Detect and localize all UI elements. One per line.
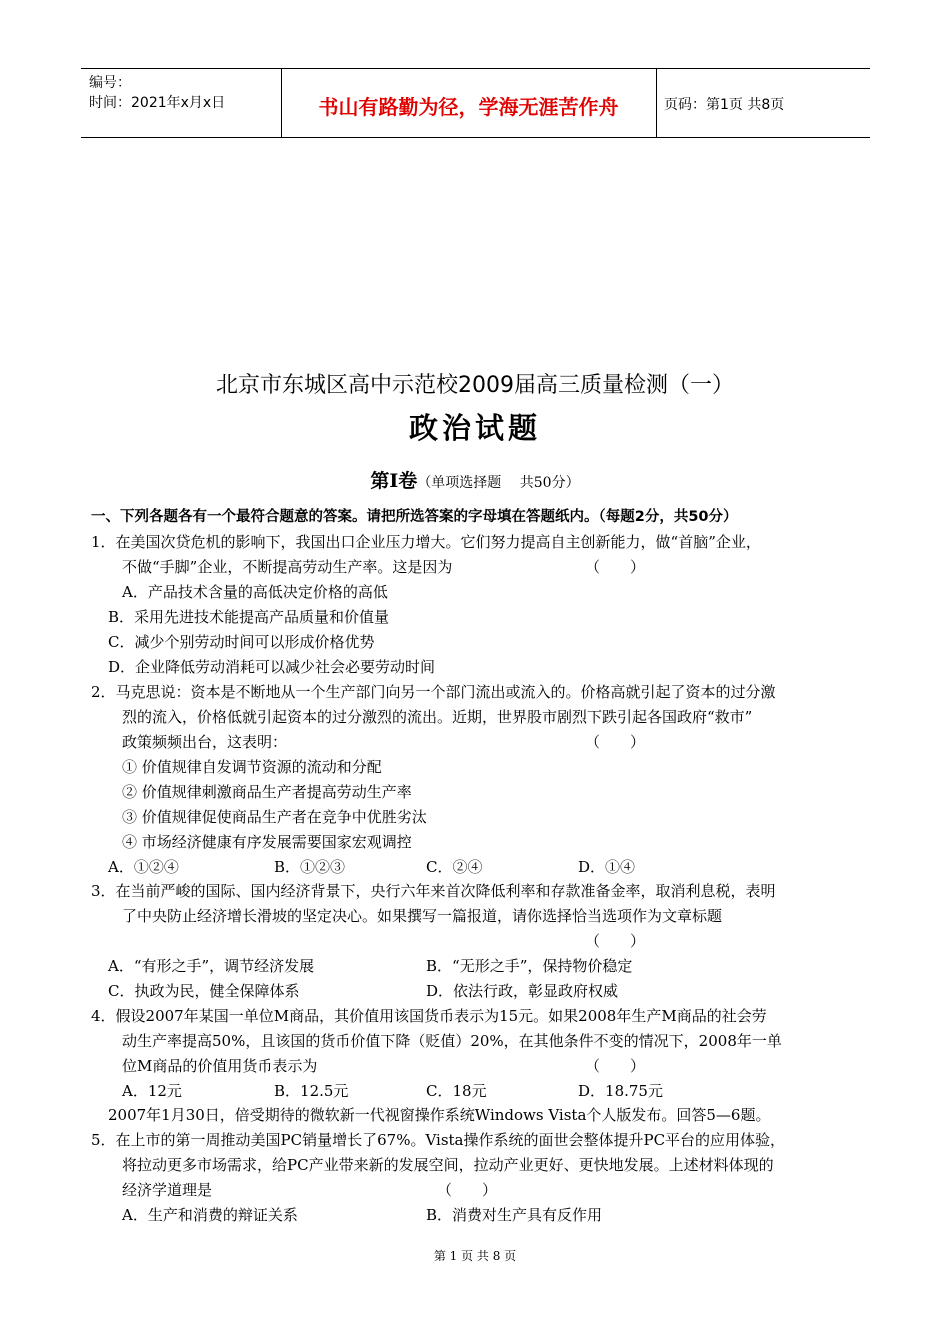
answer-bracket: （ ） [585, 558, 646, 576]
question-3-option: C．执政为民，健全保障体系 [108, 982, 300, 1000]
question-3-stem: 3．在当前严峻的国际、国内经济背景下，央行六年来首次降低利率和存款准备金率，取消利息税，表明 [91, 882, 776, 900]
question-1-option: D．企业降低劳动消耗可以减少社会必要劳动时间 [108, 658, 436, 676]
question-1-stem: 1．在美国次贷危机的影响下，我国出口企业压力增大。它们努力提高自主创新能力，做“首脑”企业， [91, 533, 761, 551]
question-2-item: ④ 市场经济健康有序发展需要国家宏观调控 [122, 833, 412, 851]
question-3-option: B．“无形之手”，保持物价稳定 [426, 957, 633, 975]
question-3-stem: 了中央防止经济增长滑坡的坚定决心。如果撰写一篇报道，请你选择恰当选项作为文章标题 [122, 907, 723, 925]
question-3-option: D．依法行政，彰显政府权威 [426, 982, 619, 1000]
question-2-item: ② 价值规律刺激商品生产者提高劳动生产率 [122, 783, 412, 801]
number-label: 编号： [89, 75, 131, 91]
question-2-option: B．①②③ [274, 858, 346, 876]
question-1-option: A．产品技术含量的高低决定价格的高低 [122, 583, 388, 601]
question-2-stem: 2．马克思说：资本是不断地从一个生产部门向另一个部门流出或流入的。价格高就引起了资本的过分激 [91, 683, 776, 701]
header-motto: 书山有路勤为径，学海无涯苦作舟 [318, 95, 619, 119]
question-2-stem: 政策频频出台，这表明： [122, 733, 288, 751]
volume-name: 第Ⅰ卷 [370, 470, 418, 492]
material-intro: 2007年1月30日，倍受期待的微软新一代视窗操作系统Windows Vista个人版发布。回答5—6题。 [108, 1106, 771, 1124]
time-label: 时间：2021年x月x日 [89, 95, 226, 111]
question-4-option: C．18元 [426, 1082, 487, 1100]
question-4-stem: 4．假设2007年某国一单位M商品，其价值用该国货币表示为15元。如果2008年生产M商品的社会劳 [91, 1007, 767, 1025]
volume-heading [0, 471, 950, 493]
header-page-label: 页码：第1页 共8页 [664, 97, 785, 113]
question-2-stem: 烈的流入，价格低就引起资本的过分激烈的流出。近期，世界股市剧烈下跌引起各国政府“救市” [122, 708, 753, 726]
question-5-stem: 5．在上市的第一周推动美国PC销量增长了67%。Vista操作系统的面世会整体提升PC平台的应用体验， [91, 1131, 786, 1149]
exam-subtitle: 政治试题 [408, 411, 541, 445]
question-5-option: A．生产和消费的辩证关系 [122, 1206, 298, 1224]
question-2-item: ③ 价值规律促使商品生产者在竞争中优胜劣汰 [122, 808, 427, 826]
question-2-option: D．①④ [578, 858, 636, 876]
question-5-stem: 经济学道理是 [122, 1181, 213, 1199]
question-2-option: C．②④ [426, 858, 483, 876]
header-divider [656, 69, 657, 137]
answer-bracket: （ ） [585, 932, 646, 950]
page-footer: 第 1 页 共 8 页 [433, 1249, 517, 1263]
answer-bracket: （ ） [585, 1057, 646, 1075]
page-header [81, 68, 870, 138]
question-2-option: A．①②④ [108, 858, 179, 876]
question-5-stem: 将拉动更多市场需求，给PC产业带来新的发展空间，拉动产业更好、更快地发展。上述材料体现的 [122, 1156, 774, 1174]
volume-note: （单项选择题 共50分） [417, 475, 580, 491]
answer-bracket: （ ） [585, 733, 646, 751]
header-meta [89, 73, 225, 113]
question-4-option: B．12.5元 [274, 1082, 349, 1100]
question-4-option: D．18.75元 [578, 1082, 663, 1100]
question-3-option: A．“有形之手”，调节经济发展 [108, 957, 315, 975]
question-4-stem: 位M商品的价值用货币表示为 [122, 1057, 318, 1075]
answer-bracket: （ ） [437, 1181, 498, 1199]
section-heading: 一、下列各题各有一个最符合题意的答案。请把所选答案的字母填在答题纸内。（每题2分，共50分） [91, 509, 738, 525]
question-4-stem: 动生产率提高50%，且该国的货币价值下降（贬值）20%，在其他条件不变的情况下，2008年一单 [122, 1032, 782, 1050]
question-1-option: C．减少个别劳动时间可以形成价格优势 [108, 633, 375, 651]
question-5-option: B．消费对生产具有反作用 [426, 1206, 603, 1224]
question-1-option: B．采用先进技术能提高产品质量和价值量 [108, 608, 390, 626]
exam-title: 北京市东城区高中示范校2009届高三质量检测（一） [216, 373, 734, 398]
question-4-option: A．12元 [122, 1082, 182, 1100]
question-2-item: ① 价值规律自发调节资源的流动和分配 [122, 758, 382, 776]
question-1-stem: 不做“手脚”企业，不断提高劳动生产率。这是因为 [122, 558, 453, 576]
